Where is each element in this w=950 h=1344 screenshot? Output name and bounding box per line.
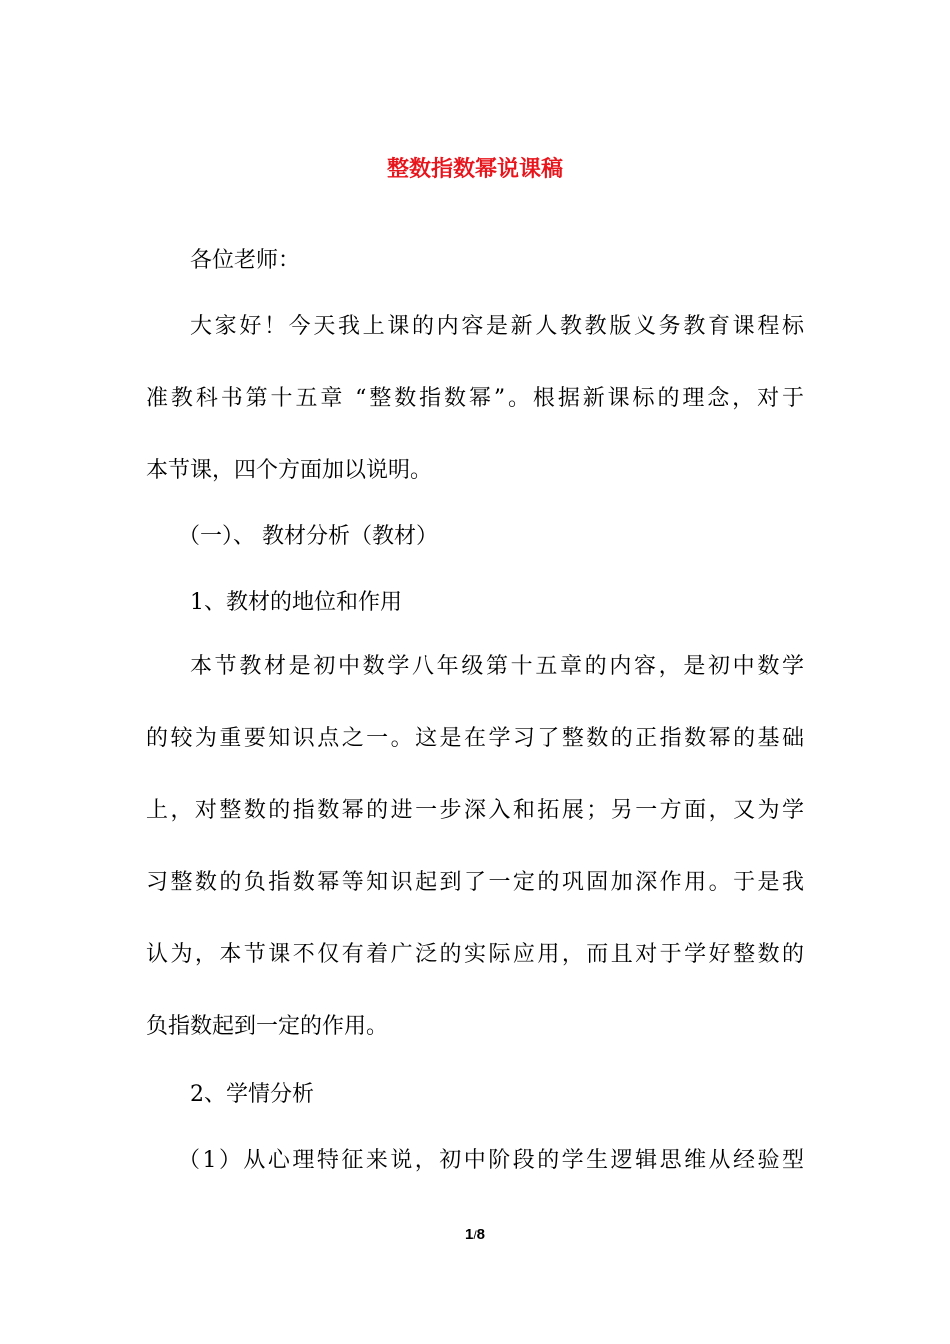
page-total: 8 (476, 1226, 486, 1243)
document-title: 整数指数幂说课稿 (386, 157, 563, 182)
paragraph-line: 认为，本节课不仅有着广泛的实际应用，而且对于学好整数的 (146, 942, 804, 967)
page-number (0, 1226, 950, 1243)
greeting-line: 各位老师： (190, 248, 301, 273)
paragraph-line: 大家好！今天我上课的内容是新人教教版义务教育课程标 (190, 314, 804, 339)
paragraph-line: 习整数的负指数幂等知识起到了一定的巩固加深作用。于是我 (146, 870, 804, 895)
paragraph-line: 的较为重要知识点之一。这是在学习了整数的正指数幂的基础 (146, 726, 804, 751)
paragraph-line: 准教科书第十五章 “整数指数幂”。根据新课标的理念，对于 (146, 386, 804, 411)
paragraph-line: 本节课，四个方面加以说明。 (146, 458, 433, 483)
subsection-heading: 1、教材的地位和作用 (190, 590, 402, 615)
page-current: 1 (464, 1226, 474, 1243)
paragraph-line: 上，对整数的指数幂的进一步深入和拓展；另一方面，又为学 (146, 798, 804, 823)
paragraph-line: 负指数起到一定的作用。 (146, 1014, 389, 1039)
subsection-heading: 2、学情分析 (190, 1082, 314, 1107)
paragraph-line: （1）从心理特征来说，初中阶段的学生逻辑思维从经验型 (178, 1148, 804, 1173)
section-heading: （一）、 教材分析（教材） (178, 524, 438, 549)
paragraph-line: 本节教材是初中数学八年级第十五章的内容，是初中数学 (190, 654, 804, 679)
page-separator: / (473, 1228, 477, 1242)
